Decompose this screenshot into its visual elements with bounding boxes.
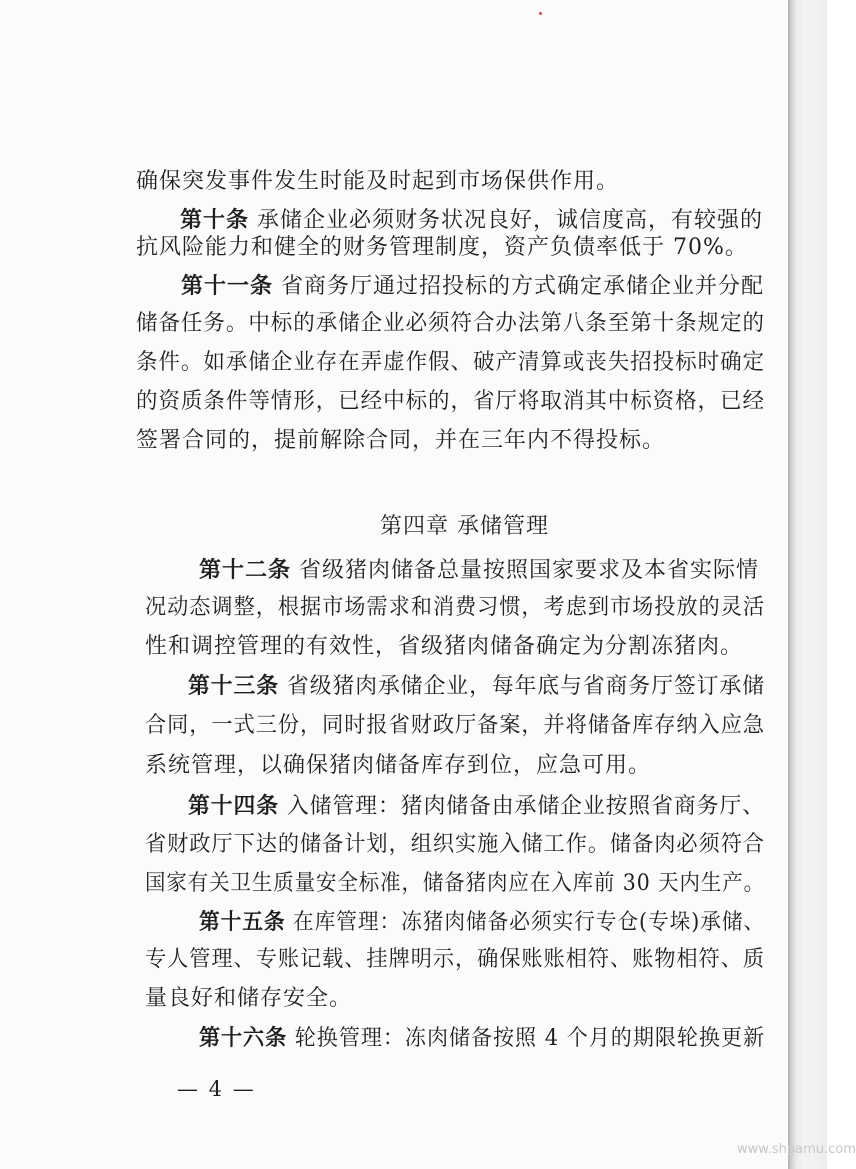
line-text: 省级猪肉承储企业，每年底与省商务厅签订承储	[286, 674, 766, 699]
body-line	[199, 907, 765, 938]
scan-margin	[790, 0, 827, 1169]
body-line	[136, 167, 619, 197]
body-line	[145, 830, 765, 860]
line-text: 专人管理、专账记载、挂牌明示，确保账账相符、账物相符、质	[145, 947, 765, 972]
watermark: www.shpamu.com	[737, 1142, 856, 1157]
line-text: 入储管理：猪肉储备由承储企业按照省商务厅、	[286, 794, 766, 819]
body-line	[199, 555, 759, 586]
line-text: 量良好和储存安全。	[145, 986, 353, 1011]
body-line	[181, 271, 764, 302]
article-number: 第十四条	[188, 793, 280, 819]
line-text: 储备任务。中标的承储企业必须符合办法第八条至第十条规定的	[136, 311, 766, 336]
body-line	[180, 205, 763, 236]
line-text: 合同，一式三份，同时报省财政厅备案，并将储备库存纳入应急	[145, 713, 765, 738]
scan-mark	[539, 12, 542, 15]
line-text: 国家有关卫生质量安全标准，储备猪肉应在入库前 30 天内生产。	[145, 871, 765, 896]
article-number: 第十六条	[199, 1025, 288, 1051]
body-line	[145, 593, 765, 623]
article-number: 第十五条	[199, 909, 286, 935]
body-line	[136, 233, 748, 263]
article-number: 第十三条	[188, 673, 280, 699]
line-text: 签署合同的，提前解除合同，并在三年内不得投标。	[136, 428, 666, 453]
line-text: 况动态调整，根据市场需求和消费习惯，考虑到市场投放的灵活	[145, 595, 765, 620]
body-line	[145, 984, 352, 1014]
body-line	[188, 791, 765, 822]
article-number: 第十二条	[199, 557, 292, 583]
line-text: 省商务厅通过招投标的方式确定承储企业并分配	[281, 274, 765, 299]
body-line	[136, 387, 765, 417]
line-text: 轮换管理：冻肉储备按照 4 个月的期限轮换更新	[294, 1026, 766, 1051]
page-number: — 4 —	[177, 1077, 256, 1101]
line-text: 抗风险能力和健全的财务管理制度，资产负债率低于 70%。	[136, 235, 748, 260]
body-line	[136, 426, 665, 456]
line-text: 确保突发事件发生时能及时起到市场保供作用。	[136, 169, 620, 194]
body-line	[145, 632, 743, 662]
body-line	[136, 348, 765, 378]
chapter-heading: 第四章 承储管理	[380, 514, 549, 539]
line-text: 的资质条件等情形，已经中标的，省厅将取消其中标资格，已经	[136, 389, 766, 414]
body-line	[188, 671, 765, 702]
article-number: 第十条	[180, 207, 250, 233]
body-line	[145, 751, 651, 781]
line-text: 系统管理，以确保猪肉储备库存到位，应急可用。	[145, 753, 652, 778]
line-text: 在库管理：冻猪肉储备必须实行专仓(专垛)承储、	[293, 910, 766, 935]
line-text: 条件。如承储企业存在弄虚作假、破产清算或丧失招投标时确定	[136, 350, 766, 375]
body-line	[136, 309, 765, 339]
line-text: 性和调控管理的有效性，省级猪肉储备确定为分割冻猪肉。	[145, 634, 744, 659]
line-text: 省级猪肉储备总量按照国家要求及本省实际情	[299, 558, 760, 583]
body-line	[199, 1023, 765, 1054]
line-text: 省财政厅下达的储备计划，组织实施入储工作。储备肉必须符合	[145, 832, 765, 857]
body-line	[145, 711, 765, 741]
article-number: 第十一条	[181, 273, 274, 299]
body-line	[145, 945, 765, 975]
line-text: 承储企业必须财务状况良好，诚信度高，有较强的	[257, 208, 764, 233]
body-line	[145, 869, 765, 899]
